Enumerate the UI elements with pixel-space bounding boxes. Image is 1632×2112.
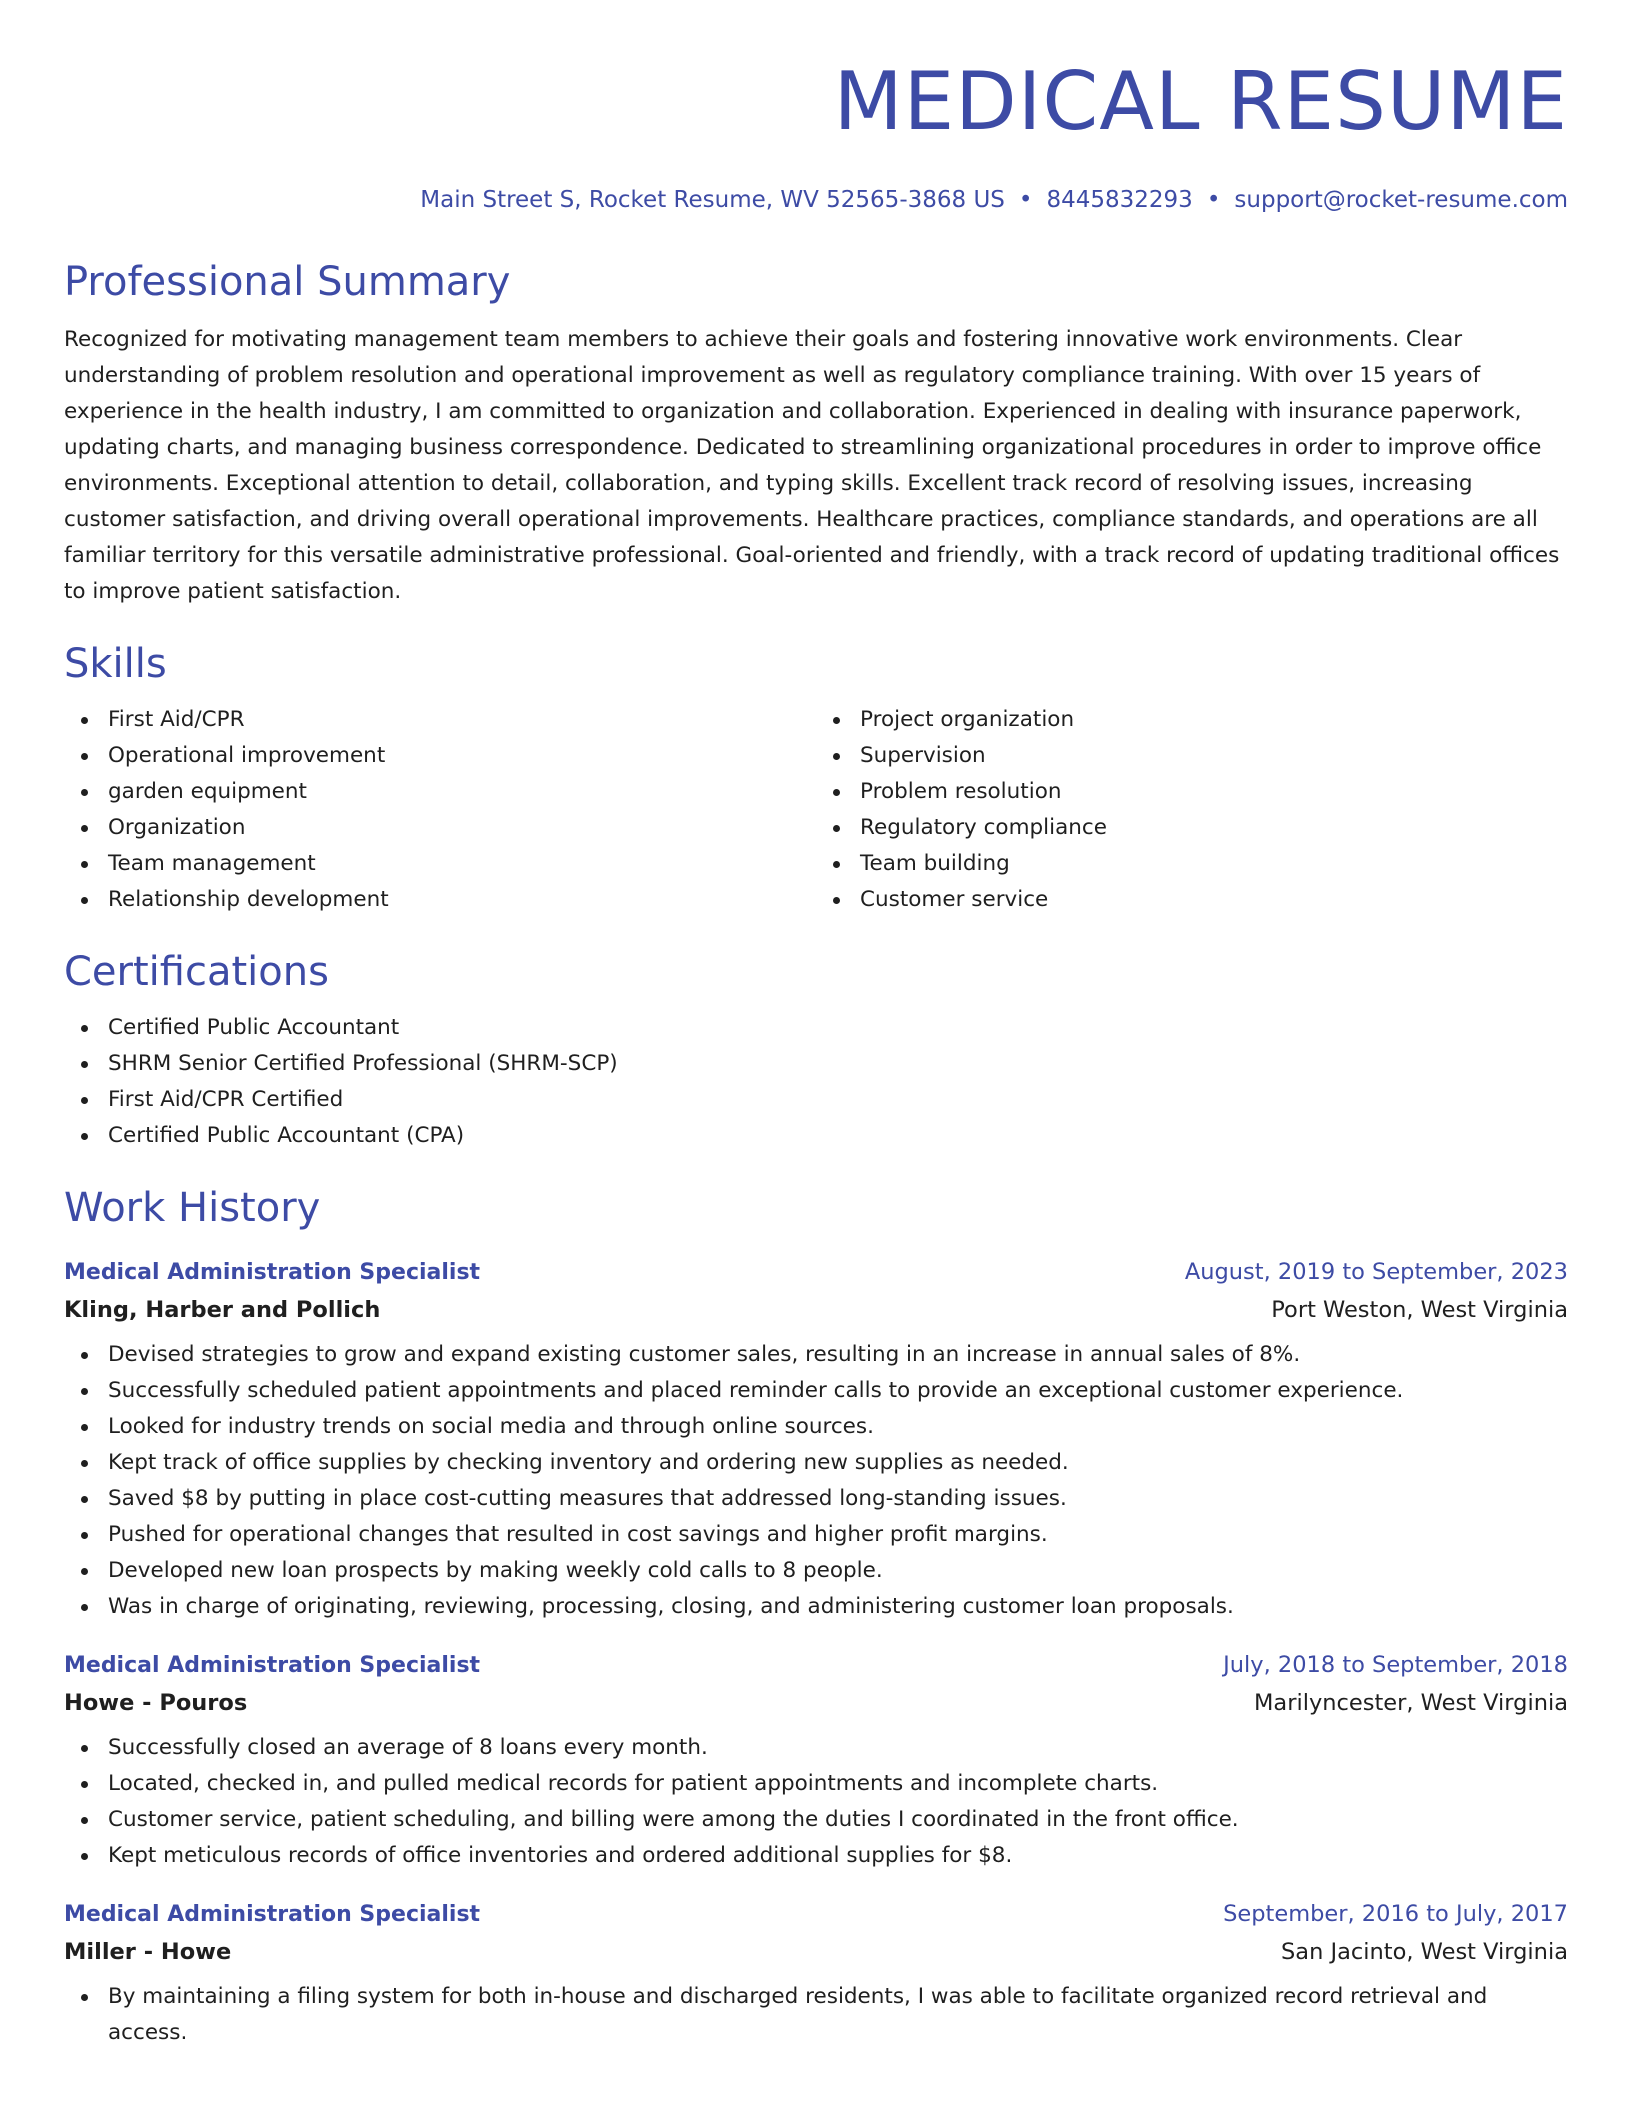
job-duty-item: Devised strategies to grow and expand existing customer sales, resulting in an increase in annual sales of 8%. bbox=[108, 1337, 1568, 1373]
certification-item: Certified Public Accountant bbox=[108, 1010, 1568, 1046]
job-duty-item: Successfully closed an average of 8 loans every month. bbox=[108, 1730, 1568, 1766]
job-title: Medical Administration Specialist bbox=[64, 1902, 481, 1927]
skill-item: Organization bbox=[108, 810, 816, 846]
certification-item: Certified Public Accountant (CPA) bbox=[108, 1118, 1568, 1154]
job-location: San Jacinto, West Virginia bbox=[1281, 1939, 1568, 1965]
skill-item: Supervision bbox=[860, 738, 1568, 774]
job-duty-item: Kept meticulous records of office inventories and ordered additional supplies for $8. bbox=[108, 1838, 1568, 1874]
certifications-heading: Certifications bbox=[64, 949, 329, 995]
skill-item: Customer service bbox=[860, 882, 1568, 918]
job-duties-list bbox=[64, 1337, 1568, 1625]
job-duty-item: Pushed for operational changes that resulted in cost savings and higher profit margins. bbox=[108, 1517, 1568, 1553]
job-duty-item: Customer service, patient scheduling, and billing were among the duties I coordinated in the front office. bbox=[108, 1802, 1568, 1838]
skills-list-left bbox=[64, 702, 816, 918]
job-company: Kling, Harber and Pollich bbox=[64, 1297, 381, 1323]
skills-grid bbox=[64, 688, 1568, 918]
job-duties-list bbox=[64, 1730, 1568, 1874]
job-title: Medical Administration Specialist bbox=[64, 1260, 481, 1285]
skills-list-right bbox=[816, 702, 1568, 918]
skill-item: Team management bbox=[108, 846, 816, 882]
resume-name: MEDICAL RESUME bbox=[833, 55, 1568, 148]
work-history-section bbox=[64, 1184, 1568, 2051]
job-company: Miller - Howe bbox=[64, 1939, 232, 1965]
contact-email: support@rocket-resume.com bbox=[1234, 187, 1568, 213]
skill-item: Problem resolution bbox=[860, 774, 1568, 810]
skill-item: Team building bbox=[860, 846, 1568, 882]
skill-item: First Aid/CPR bbox=[108, 702, 816, 738]
job-company-row bbox=[64, 1291, 1568, 1329]
job-dates: August, 2019 to September, 2023 bbox=[1184, 1259, 1568, 1285]
contact-address: Main Street S, Rocket Resume, WV 52565-3868 US bbox=[420, 187, 1005, 213]
job-title-row bbox=[64, 1647, 1568, 1684]
work-history-heading: Work History bbox=[64, 1185, 321, 1231]
certification-item: SHRM Senior Certified Professional (SHRM-SCP) bbox=[108, 1046, 1568, 1082]
job-duty-item: Successfully scheduled patient appointments and placed reminder calls to provide an exceptional customer experience. bbox=[108, 1373, 1568, 1409]
certification-item: First Aid/CPR Certified bbox=[108, 1082, 1568, 1118]
job-entry bbox=[64, 1254, 1568, 1625]
job-dates: July, 2018 to September, 2018 bbox=[1223, 1652, 1568, 1678]
job-entry bbox=[64, 1647, 1568, 1874]
skill-item: Project organization bbox=[860, 702, 1568, 738]
job-duty-item: Located, checked in, and pulled medical records for patient appointments and incomplete charts. bbox=[108, 1766, 1568, 1802]
job-entry bbox=[64, 1896, 1568, 2051]
resume-page bbox=[64, 0, 1568, 2051]
job-duties-list bbox=[64, 1979, 1568, 2051]
contact-separator: • bbox=[1018, 187, 1033, 213]
summary-section bbox=[64, 258, 1568, 610]
job-title: Medical Administration Specialist bbox=[64, 1653, 481, 1678]
job-duty-item: Was in charge of originating, reviewing, processing, closing, and administering customer loan proposals. bbox=[108, 1589, 1568, 1625]
skill-item: Relationship development bbox=[108, 882, 816, 918]
job-title-row bbox=[64, 1896, 1568, 1933]
job-company-row bbox=[64, 1933, 1568, 1971]
job-duty-item: Developed new loan prospects by making weekly cold calls to 8 people. bbox=[108, 1553, 1568, 1589]
skill-item: garden equipment bbox=[108, 774, 816, 810]
job-company: Howe - Pouros bbox=[64, 1690, 248, 1716]
certifications-section bbox=[64, 948, 1568, 1154]
job-duty-item: Saved $8 by putting in place cost-cutting measures that addressed long-standing issues. bbox=[108, 1481, 1568, 1517]
skill-item: Regulatory compliance bbox=[860, 810, 1568, 846]
summary-text: Recognized for motivating management team members to achieve their goals and fostering innovative work environments. Clear understanding of problem resolution and operational improvement as well as regulatory compliance training. With over 15 years of experience in the health industry, I am committed to organization and collaboration. Experienced in dealing with insurance paperwork, updating charts, and managing business correspondence. Dedicated to streamlining organizational procedures in order to improve office environments. Exceptional attention to detail, collaboration, and typing skills. Excellent track record of resolving issues, increasing customer satisfaction, and driving overall operational improvements. Healthcare practices, compliance standards, and operations are all familiar territory for this versatile administrative professional. Goal-oriented and friendly, with a track record of updating traditional offices to improve patient satisfaction. bbox=[64, 327, 1560, 604]
job-company-row bbox=[64, 1684, 1568, 1722]
job-duty-item: By maintaining a filing system for both in-house and discharged residents, I was able to facilitate organized record retrieval and access. bbox=[108, 1979, 1568, 2051]
job-duty-item: Kept track of office supplies by checking inventory and ordering new supplies as needed. bbox=[108, 1445, 1568, 1481]
contact-phone: 8445832293 bbox=[1046, 187, 1193, 213]
summary-heading: Professional Summary bbox=[64, 259, 511, 305]
skills-section bbox=[64, 640, 1568, 918]
job-duty-item: Looked for industry trends on social media and through online sources. bbox=[108, 1409, 1568, 1445]
job-title-row bbox=[64, 1254, 1568, 1291]
job-dates: September, 2016 to July, 2017 bbox=[1223, 1901, 1568, 1927]
contact-separator: • bbox=[1206, 187, 1221, 213]
skill-item: Operational improvement bbox=[108, 738, 816, 774]
certifications-list bbox=[64, 1010, 1568, 1154]
job-location: Marilyncester, West Virginia bbox=[1254, 1690, 1568, 1716]
job-location: Port Weston, West Virginia bbox=[1271, 1297, 1568, 1323]
contact-line bbox=[64, 186, 1568, 214]
skills-heading: Skills bbox=[64, 641, 167, 687]
resume-header bbox=[64, 0, 1568, 214]
